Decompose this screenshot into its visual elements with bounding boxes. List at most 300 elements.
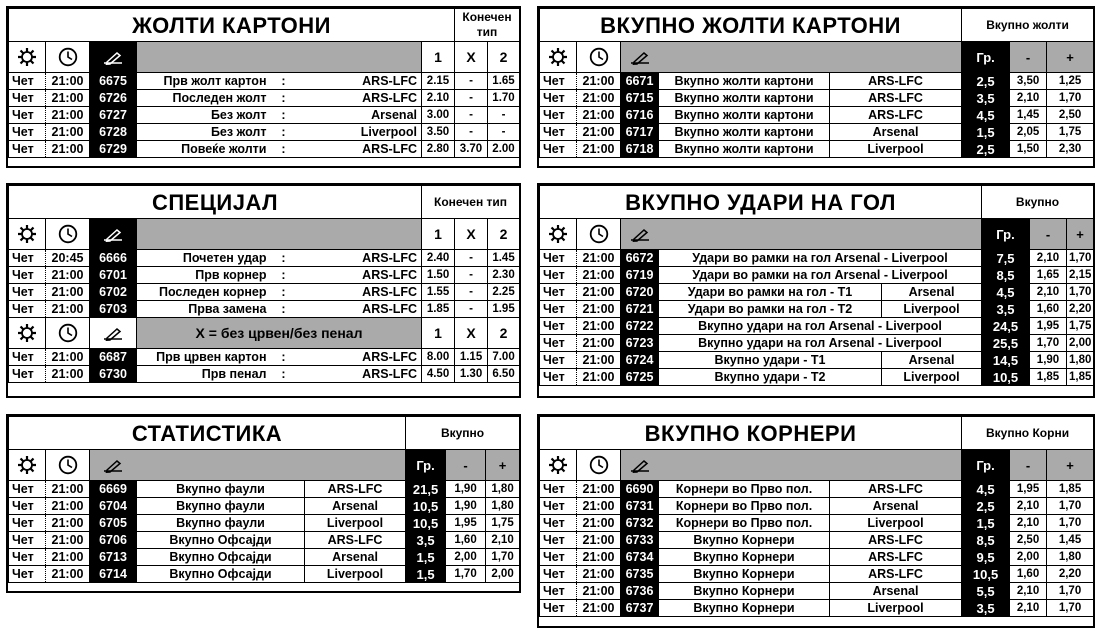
- table-row: [9, 549, 520, 566]
- row-day: Чет: [540, 124, 577, 141]
- row-code: 6725: [621, 369, 659, 386]
- table-row: [9, 566, 520, 583]
- row-team: Liverpool: [305, 566, 406, 583]
- sun-icon: [540, 219, 577, 250]
- row-market: Вкупно удари на гол Arsenal - Liverpool: [659, 318, 982, 335]
- row-team: Arsenal: [295, 107, 422, 124]
- table-row: [9, 73, 520, 90]
- odd-over[interactable]: 2,00: [1067, 335, 1094, 352]
- row-line: 4,5: [962, 481, 1010, 498]
- sun-icon: [540, 42, 577, 73]
- header-gray-bar: [137, 450, 406, 481]
- row-team: Arsenal: [882, 352, 982, 369]
- table-row: [9, 515, 520, 532]
- row-market: Вкупно Корнери: [659, 600, 830, 617]
- row-team: ARS-LFC: [295, 267, 422, 284]
- row-day: Чет: [540, 73, 577, 90]
- row-team: ARS-LFC: [830, 549, 962, 566]
- odd-1[interactable]: 1.50: [422, 267, 455, 284]
- header-gray-bar: [659, 450, 962, 481]
- row-line: 10,5: [406, 515, 446, 532]
- over-header: +: [1047, 42, 1094, 73]
- row-day: Чет: [540, 301, 577, 318]
- odd-over[interactable]: 2,30: [1047, 141, 1094, 158]
- odd-2[interactable]: 2.30: [488, 267, 520, 284]
- row-code: 6672: [621, 250, 659, 267]
- odd-2[interactable]: 6.50: [488, 366, 520, 383]
- sub-header: X = без црвен/без пенал: [137, 318, 422, 349]
- row-line: 9,5: [962, 549, 1010, 566]
- odd-2[interactable]: 1.70: [488, 90, 520, 107]
- row-code: 6704: [90, 498, 137, 515]
- table-row: [540, 566, 1094, 583]
- odd-over[interactable]: 1,70: [1047, 498, 1094, 515]
- sun-icon: [9, 450, 46, 481]
- odd-over[interactable]: 1,75: [1067, 318, 1094, 335]
- row-team: ARS-LFC: [295, 301, 422, 318]
- row-team: Arsenal: [305, 498, 406, 515]
- table-row: [540, 318, 1094, 335]
- col-x-header: X: [455, 42, 488, 73]
- table-row: [9, 284, 520, 301]
- pencil-icon: [621, 219, 659, 250]
- odd-1[interactable]: 1.85: [422, 301, 455, 318]
- statistics-panel: [6, 414, 521, 593]
- odd-under[interactable]: 2,00: [1010, 549, 1047, 566]
- row-time: 21:00: [577, 583, 621, 600]
- row-code: 6729: [90, 141, 137, 158]
- row-code: 6666: [90, 250, 137, 267]
- sun-icon: [9, 219, 46, 250]
- odd-1[interactable]: 2.80: [422, 141, 455, 158]
- row-market: Вкупно Офсајди: [137, 532, 305, 549]
- row-market: Удари во рамки на гол - Т2: [659, 301, 882, 318]
- odd-over[interactable]: 1,75: [486, 515, 520, 532]
- odd-over[interactable]: 1,85: [1047, 481, 1094, 498]
- odd-over[interactable]: 1,70: [1047, 90, 1094, 107]
- row-day: Чет: [540, 141, 577, 158]
- row-code: 6701: [90, 267, 137, 284]
- odd-2[interactable]: 2.00: [488, 141, 520, 158]
- odd-under[interactable]: 1,60: [1010, 566, 1047, 583]
- row-time: 21:00: [46, 73, 90, 90]
- odd-2[interactable]: 7.00: [488, 349, 520, 366]
- row-market: Без жолт: [137, 107, 273, 124]
- row-market: Последен жолт: [137, 90, 273, 107]
- row-market: Почетен удар: [137, 250, 273, 267]
- odd-under[interactable]: 1,60: [1030, 301, 1067, 318]
- row-day: Чет: [540, 284, 577, 301]
- row-code: 6718: [621, 141, 659, 158]
- table-row: [540, 90, 1094, 107]
- row-time: 21:00: [577, 335, 621, 352]
- row-code: 6702: [90, 284, 137, 301]
- odd-under[interactable]: 2,50: [1010, 532, 1047, 549]
- odd-under[interactable]: 2,10: [1010, 498, 1047, 515]
- table-row: [540, 335, 1094, 352]
- table-row: [9, 349, 520, 366]
- row-time: 21:00: [577, 250, 621, 267]
- row-day: Чет: [540, 515, 577, 532]
- row-market: Вкупно жолти картони: [659, 73, 830, 90]
- row-code: 6703: [90, 301, 137, 318]
- row-line: 1,5: [406, 549, 446, 566]
- odd-over[interactable]: 1,45: [1047, 532, 1094, 549]
- table-row: [9, 532, 520, 549]
- row-time: 21:00: [577, 124, 621, 141]
- row-team: ARS-LFC: [305, 481, 406, 498]
- row-market: Последен корнер: [137, 284, 273, 301]
- row-time: 21:00: [46, 549, 90, 566]
- row-team: Arsenal: [830, 583, 962, 600]
- pencil-icon: [90, 219, 137, 250]
- odd-1[interactable]: 2.10: [422, 90, 455, 107]
- row-team: Liverpool: [830, 600, 962, 617]
- pencil-icon: [90, 318, 137, 349]
- row-market: Корнери во Прво пол.: [659, 498, 830, 515]
- odd-1[interactable]: 3.00: [422, 107, 455, 124]
- odd-under[interactable]: 1,95: [1030, 318, 1067, 335]
- row-market: Вкупно фаули: [137, 515, 305, 532]
- odd-2[interactable]: 2.25: [488, 284, 520, 301]
- odd-1[interactable]: 4.50: [422, 366, 455, 383]
- row-day: Чет: [9, 73, 46, 90]
- odd-x[interactable]: -: [455, 90, 488, 107]
- odd-x[interactable]: -: [455, 284, 488, 301]
- row-time: 21:00: [577, 498, 621, 515]
- row-day: Чет: [9, 566, 46, 583]
- row-day: Чет: [9, 90, 46, 107]
- row-team: Liverpool: [882, 301, 982, 318]
- odd-x[interactable]: -: [455, 124, 488, 141]
- row-code: 6731: [621, 498, 659, 515]
- row-separator: :: [273, 124, 295, 141]
- row-separator: :: [273, 107, 295, 124]
- table-row: [9, 267, 520, 284]
- row-market: Прв жолт картон: [137, 73, 273, 90]
- odd-under[interactable]: 1,90: [446, 481, 486, 498]
- row-market: Корнери во Прво пол.: [659, 481, 830, 498]
- row-line: 10,5: [962, 566, 1010, 583]
- row-team: ARS-LFC: [830, 566, 962, 583]
- odd-over[interactable]: 2,20: [1047, 566, 1094, 583]
- shots-table: [539, 185, 1094, 386]
- clock-icon: [46, 318, 90, 349]
- row-code: 6724: [621, 352, 659, 369]
- table-row: [9, 301, 520, 318]
- sun-icon: [9, 318, 46, 349]
- odd-under[interactable]: 2,10: [1010, 583, 1047, 600]
- header-gray-bar: [137, 42, 422, 73]
- odd-under[interactable]: 2,10: [1010, 515, 1047, 532]
- odd-under[interactable]: 2,05: [1010, 124, 1047, 141]
- row-day: Чет: [9, 366, 46, 383]
- odd-over[interactable]: 1,25: [1047, 73, 1094, 90]
- row-code: 6715: [621, 90, 659, 107]
- odd-x[interactable]: -: [455, 107, 488, 124]
- odd-over[interactable]: 1,75: [1047, 124, 1094, 141]
- row-line: 25,5: [982, 335, 1030, 352]
- row-time: 21:00: [46, 515, 90, 532]
- odd-over[interactable]: 1,80: [486, 498, 520, 515]
- row-day: Чет: [540, 600, 577, 617]
- odd-x[interactable]: -: [455, 73, 488, 90]
- row-line: 4,5: [982, 284, 1030, 301]
- odd-over[interactable]: 1,80: [486, 481, 520, 498]
- row-team: ARS-LFC: [305, 532, 406, 549]
- odd-over[interactable]: 2,00: [486, 566, 520, 583]
- row-line: 5,5: [962, 583, 1010, 600]
- row-market: Вкупно удари на гол Arsenal - Liverpool: [659, 335, 982, 352]
- header-gray-bar: [137, 219, 422, 250]
- odd-over[interactable]: 1,70: [1067, 250, 1094, 267]
- odd-under[interactable]: 2,10: [1030, 284, 1067, 301]
- row-code: 6671: [621, 73, 659, 90]
- odd-over[interactable]: 1,80: [1047, 549, 1094, 566]
- odd-2[interactable]: 1.65: [488, 73, 520, 90]
- panel-title: СПЕЦИЈАЛ: [9, 186, 422, 219]
- row-day: Чет: [9, 532, 46, 549]
- row-code: 6687: [90, 349, 137, 366]
- odd-under[interactable]: 2,10: [1010, 600, 1047, 617]
- row-team: ARS-LFC: [295, 90, 422, 107]
- under-header: -: [1010, 42, 1047, 73]
- odd-1[interactable]: 2.40: [422, 250, 455, 267]
- row-market: Вкупно удари - Т1: [659, 352, 882, 369]
- row-time: 21:00: [577, 369, 621, 386]
- row-code: 6734: [621, 549, 659, 566]
- table-row: [9, 141, 520, 158]
- odd-under[interactable]: 2,10: [1030, 250, 1067, 267]
- row-day: Чет: [540, 90, 577, 107]
- row-day: Чет: [540, 498, 577, 515]
- odd-over[interactable]: 2,10: [486, 532, 520, 549]
- odd-over[interactable]: 2,15: [1067, 267, 1094, 284]
- sun-icon: [540, 450, 577, 481]
- table-row: [540, 600, 1094, 617]
- row-day: Чет: [9, 250, 46, 267]
- row-day: Чет: [9, 481, 46, 498]
- panel-title: ВКУПНО ЖОЛТИ КАРТОНИ: [540, 9, 962, 42]
- row-day: Чет: [540, 267, 577, 284]
- row-time: 21:00: [46, 481, 90, 498]
- row-code: 6735: [621, 566, 659, 583]
- table-row: [540, 369, 1094, 386]
- table-row: [540, 352, 1094, 369]
- row-market: Корнери во Прво пол.: [659, 515, 830, 532]
- row-line: 10,5: [982, 369, 1030, 386]
- odd-2[interactable]: -: [488, 124, 520, 141]
- row-separator: :: [273, 301, 295, 318]
- row-team: Arsenal: [305, 549, 406, 566]
- row-code: 6716: [621, 107, 659, 124]
- header-gray-bar: [659, 42, 962, 73]
- row-time: 21:00: [577, 566, 621, 583]
- row-time: 21:00: [46, 498, 90, 515]
- row-team: ARS-LFC: [295, 250, 422, 267]
- odd-under[interactable]: 1,70: [1030, 335, 1067, 352]
- odd-under[interactable]: 2,00: [446, 549, 486, 566]
- table-row: [540, 284, 1094, 301]
- odd-1[interactable]: 2.15: [422, 73, 455, 90]
- over-header: +: [1067, 219, 1094, 250]
- row-separator: :: [273, 73, 295, 90]
- row-code: 6717: [621, 124, 659, 141]
- total-yellow-panel: [537, 6, 1095, 168]
- row-team: Liverpool: [830, 141, 962, 158]
- under-header: -: [1010, 450, 1047, 481]
- odd-under[interactable]: 1,45: [1010, 107, 1047, 124]
- row-time: 21:00: [577, 481, 621, 498]
- col-x-header: X: [455, 318, 488, 349]
- odd-x[interactable]: 1.15: [455, 349, 488, 366]
- row-line: 1,5: [962, 124, 1010, 141]
- col-2-header: 2: [488, 219, 520, 250]
- odd-under[interactable]: 1,95: [446, 515, 486, 532]
- line-header: Гр.: [406, 450, 446, 481]
- odd-over[interactable]: 1,70: [1067, 284, 1094, 301]
- row-market: Вкупно удари - Т2: [659, 369, 882, 386]
- odd-under[interactable]: 2,10: [1010, 90, 1047, 107]
- row-line: 1,5: [406, 566, 446, 583]
- type-header: Конечен тип: [422, 186, 520, 219]
- row-time: 21:00: [46, 267, 90, 284]
- row-separator: :: [273, 267, 295, 284]
- row-line: 21,5: [406, 481, 446, 498]
- odd-x[interactable]: -: [455, 301, 488, 318]
- odd-under[interactable]: 3,50: [1010, 73, 1047, 90]
- over-header: +: [1047, 450, 1094, 481]
- odd-over[interactable]: 2,20: [1067, 301, 1094, 318]
- row-team: ARS-LFC: [295, 73, 422, 90]
- row-separator: :: [273, 366, 295, 383]
- col-x-header: X: [455, 219, 488, 250]
- row-market: Вкупно Офсајди: [137, 549, 305, 566]
- odd-over[interactable]: 2,50: [1047, 107, 1094, 124]
- row-separator: :: [273, 250, 295, 267]
- row-code: 6732: [621, 515, 659, 532]
- row-day: Чет: [540, 583, 577, 600]
- row-line: 3,5: [962, 90, 1010, 107]
- row-market: Вкупно Корнери: [659, 566, 830, 583]
- row-market: Вкупно жолти картони: [659, 90, 830, 107]
- type-header: Вкупно: [982, 186, 1094, 219]
- odd-x[interactable]: 1.30: [455, 366, 488, 383]
- row-code: 6719: [621, 267, 659, 284]
- col-2-header: 2: [488, 318, 520, 349]
- row-code: 6728: [90, 124, 137, 141]
- type-header: Конечен тип: [455, 9, 520, 42]
- row-day: Чет: [540, 369, 577, 386]
- row-day: Чет: [540, 107, 577, 124]
- odd-x[interactable]: -: [455, 267, 488, 284]
- table-row: [9, 498, 520, 515]
- odd-over[interactable]: 1,70: [486, 549, 520, 566]
- odd-under[interactable]: 1,70: [446, 566, 486, 583]
- row-time: 21:00: [577, 549, 621, 566]
- row-day: Чет: [540, 335, 577, 352]
- row-time: 21:00: [577, 600, 621, 617]
- row-line: 8,5: [962, 532, 1010, 549]
- odd-under[interactable]: 1,90: [1030, 352, 1067, 369]
- odd-under[interactable]: 1,65: [1030, 267, 1067, 284]
- yellow-cards-table: [8, 8, 520, 158]
- odd-over[interactable]: 1,70: [1047, 600, 1094, 617]
- row-code: 6714: [90, 566, 137, 583]
- odd-over[interactable]: 1,70: [1047, 515, 1094, 532]
- odd-over[interactable]: 1,80: [1067, 352, 1094, 369]
- row-time: 21:00: [577, 73, 621, 90]
- row-time: 21:00: [577, 284, 621, 301]
- table-row: [9, 250, 520, 267]
- row-market: Вкупно жолти картони: [659, 107, 830, 124]
- row-time: 21:00: [46, 90, 90, 107]
- pencil-icon: [621, 450, 659, 481]
- odd-1[interactable]: 3.50: [422, 124, 455, 141]
- odd-over[interactable]: 1,70: [1047, 583, 1094, 600]
- line-header: Гр.: [962, 450, 1010, 481]
- odd-2[interactable]: -: [488, 107, 520, 124]
- table-row: [540, 267, 1094, 284]
- row-time: 21:00: [46, 349, 90, 366]
- row-day: Чет: [9, 515, 46, 532]
- odd-under[interactable]: 1,85: [1030, 369, 1067, 386]
- row-day: Чет: [9, 498, 46, 515]
- row-day: Чет: [9, 284, 46, 301]
- row-line: 7,5: [982, 250, 1030, 267]
- clock-icon: [577, 42, 621, 73]
- sun-icon: [9, 42, 46, 73]
- odd-x[interactable]: -: [455, 250, 488, 267]
- table-row: [9, 90, 520, 107]
- odd-over[interactable]: 1,85: [1067, 369, 1094, 386]
- row-separator: :: [273, 284, 295, 301]
- panel-title: ЖОЛТИ КАРТОНИ: [9, 9, 455, 42]
- under-header: -: [446, 450, 486, 481]
- row-day: Чет: [540, 481, 577, 498]
- row-team: Liverpool: [830, 515, 962, 532]
- row-time: 21:00: [577, 90, 621, 107]
- col-2-header: 2: [488, 42, 520, 73]
- row-team: ARS-LFC: [830, 90, 962, 107]
- row-market: Прв корнер: [137, 267, 273, 284]
- row-code: 6722: [621, 318, 659, 335]
- odd-1[interactable]: 8.00: [422, 349, 455, 366]
- row-team: ARS-LFC: [295, 284, 422, 301]
- row-code: 6713: [90, 549, 137, 566]
- row-time: 21:00: [46, 566, 90, 583]
- col-1-header: 1: [422, 219, 455, 250]
- row-time: 21:00: [46, 532, 90, 549]
- over-header: +: [486, 450, 520, 481]
- odd-2[interactable]: 1.45: [488, 250, 520, 267]
- row-time: 21:00: [577, 532, 621, 549]
- odd-x[interactable]: 3.70: [455, 141, 488, 158]
- odd-under[interactable]: 1,90: [446, 498, 486, 515]
- odd-1[interactable]: 1.55: [422, 284, 455, 301]
- special-panel: [6, 183, 521, 398]
- odd-under[interactable]: 1,60: [446, 532, 486, 549]
- row-code: 6669: [90, 481, 137, 498]
- odd-under[interactable]: 1,50: [1010, 141, 1047, 158]
- row-team: ARS-LFC: [830, 481, 962, 498]
- row-code: 6690: [621, 481, 659, 498]
- row-team: ARS-LFC: [295, 141, 422, 158]
- odd-2[interactable]: 1.95: [488, 301, 520, 318]
- row-day: Чет: [540, 532, 577, 549]
- row-day: Чет: [9, 107, 46, 124]
- odd-under[interactable]: 1,95: [1010, 481, 1047, 498]
